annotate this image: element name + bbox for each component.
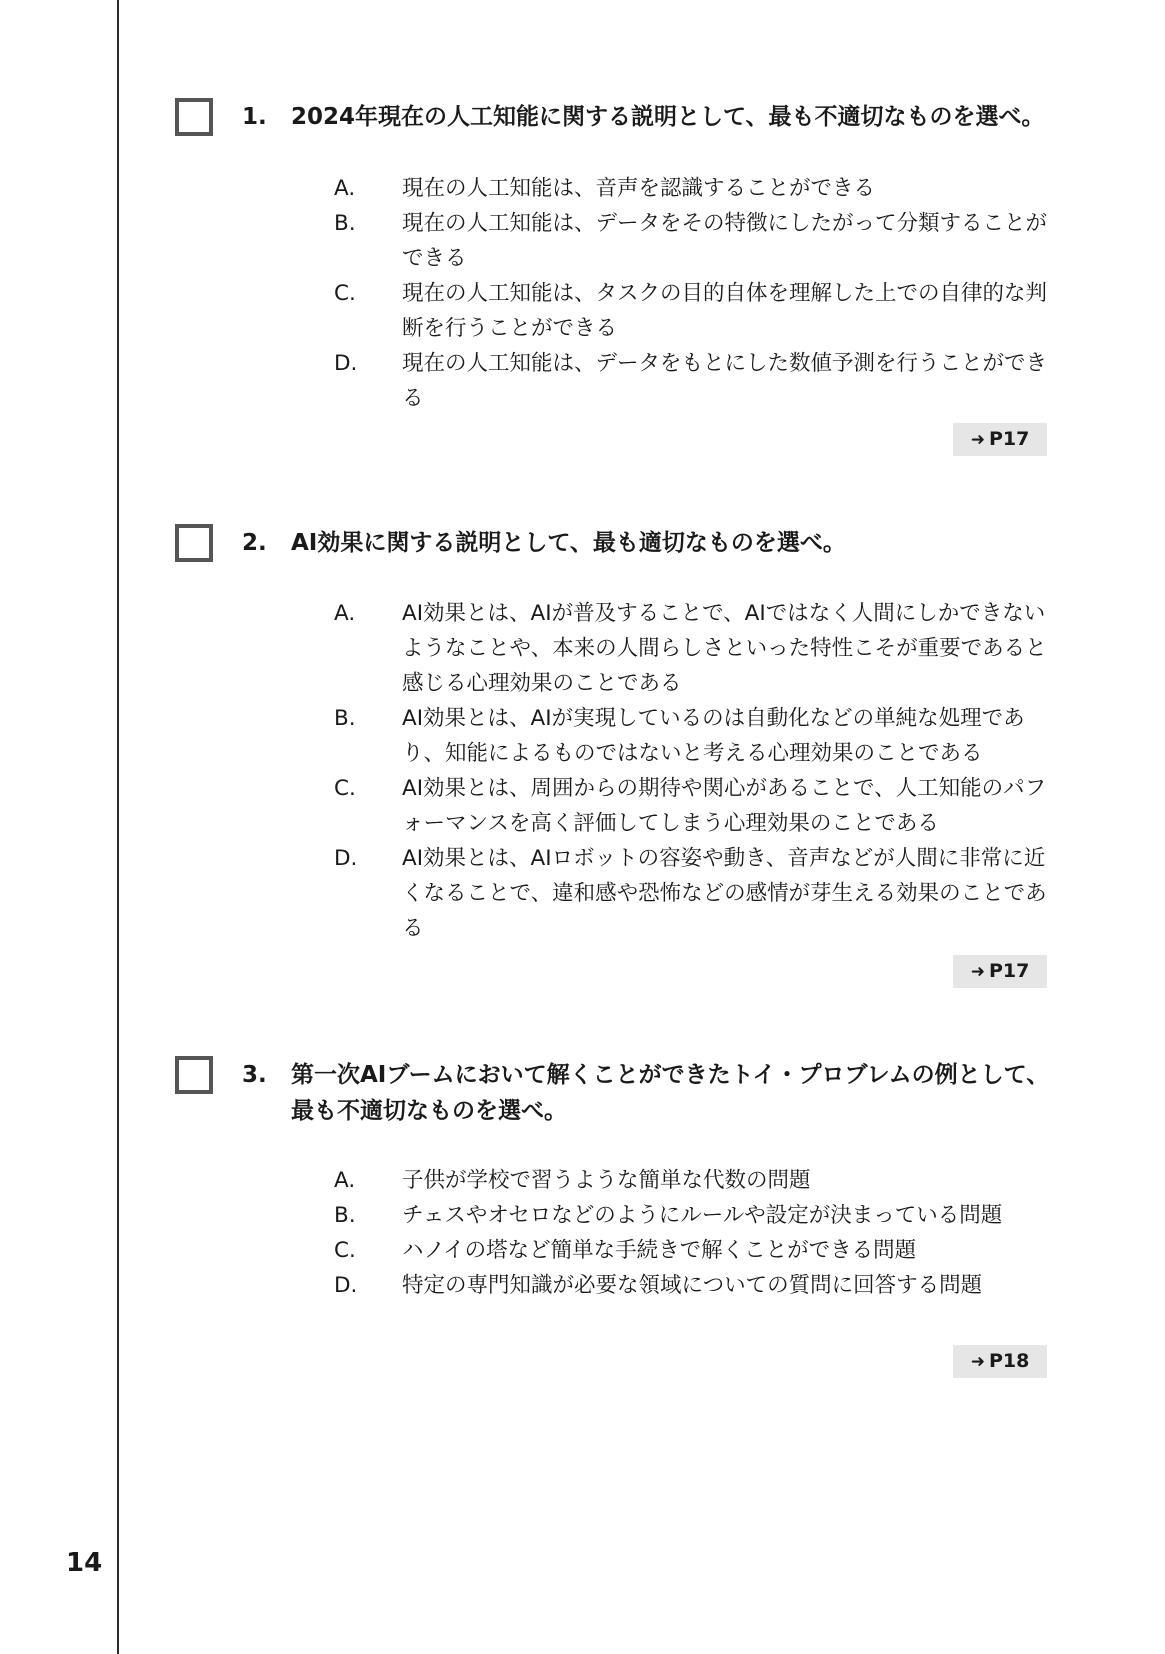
arrow-right-icon: ➜ <box>970 962 985 982</box>
option-text: AI効果とは、AIロボットの容姿や動き、音声などが人間に非常に近くなることで、違和感や恐怖などの感情が芽生える効果のことである <box>402 846 1047 941</box>
option-b <box>334 1198 1054 1233</box>
page-reference[interactable] <box>953 423 1047 456</box>
question-number: 2. <box>242 530 267 556</box>
option-text: 現在の人工知能は、データをもとにした数値予測を行うことができる <box>402 351 1048 411</box>
option-list <box>334 171 1054 416</box>
page-reference[interactable] <box>953 1345 1047 1378</box>
page-reference-label: P17 <box>988 428 1030 450</box>
option-letter: B. <box>334 1203 356 1228</box>
option-d <box>334 346 1054 416</box>
option-letter: D. <box>334 846 358 871</box>
option-letter: C. <box>334 1238 356 1263</box>
option-c <box>334 1233 1054 1268</box>
page-reference[interactable] <box>953 955 1047 988</box>
margin-rule <box>117 0 119 1654</box>
option-text: AI効果とは、周囲からの期待や関心があることで、人工知能のパフォーマンスを高く評価してしまう心理効果のことである <box>402 776 1047 836</box>
question-text: AI効果に関する説明として、最も適切なものを選べ。 <box>291 530 846 556</box>
option-list <box>334 596 1054 946</box>
question-number: 3. <box>242 1062 267 1088</box>
option-a <box>334 596 1054 701</box>
option-text: 現在の人工知能は、タスクの目的自体を理解した上での自律的な判断を行うことができる <box>402 281 1048 341</box>
page-reference-label: P17 <box>988 960 1030 982</box>
page-reference-label: P18 <box>988 1350 1030 1372</box>
question-text: 2024年現在の人工知能に関する説明として、最も不適切なものを選べ。 <box>291 104 1045 130</box>
option-letter: A. <box>334 176 356 201</box>
option-a <box>334 1163 1054 1198</box>
option-list <box>334 1163 1054 1303</box>
page-number: 14 <box>66 1548 103 1578</box>
option-c <box>334 276 1054 346</box>
option-b <box>334 206 1054 276</box>
option-letter: B. <box>334 211 356 236</box>
option-letter: C. <box>334 281 356 306</box>
question-checkbox[interactable] <box>175 524 213 562</box>
option-text: 現在の人工知能は、音声を認識することができる <box>402 176 876 201</box>
option-letter: D. <box>334 1273 358 1298</box>
option-text: ハノイの塔など簡単な手続きで解くことができる問題 <box>402 1238 917 1263</box>
option-text: AI効果とは、AIが普及することで、AIではなく人間にしかできないようなことや、本来の人間らしさといった特性こそが重要であると感じる心理効果のことである <box>402 601 1047 696</box>
option-letter: A. <box>334 1168 356 1193</box>
question-text: 第一次AIブームにおいて解くことができたトイ・プロブレムの例として、最も不適切なものを選べ。 <box>291 1062 1050 1124</box>
option-text: 特定の専門知識が必要な領域についての質問に回答する問題 <box>402 1273 983 1298</box>
arrow-right-icon: ➜ <box>970 1352 985 1372</box>
option-letter: D. <box>334 351 358 376</box>
arrow-right-icon: ➜ <box>970 430 985 450</box>
option-d <box>334 841 1054 946</box>
option-letter: A. <box>334 601 356 626</box>
option-a <box>334 171 1054 206</box>
option-text: 子供が学校で習うような簡単な代数の問題 <box>402 1168 811 1193</box>
option-letter: C. <box>334 776 356 801</box>
option-b <box>334 701 1054 771</box>
option-d <box>334 1268 1054 1303</box>
option-text: AI効果とは、AIが実現しているのは自動化などの単純な処理であり、知能によるものではないと考える心理効果のことである <box>402 706 1025 766</box>
option-c <box>334 771 1054 841</box>
question-checkbox[interactable] <box>175 1056 213 1094</box>
question-number: 1. <box>242 104 267 130</box>
option-text: チェスやオセロなどのようにルールや設定が決まっている問題 <box>402 1203 1003 1228</box>
question-checkbox[interactable] <box>175 98 213 136</box>
option-letter: B. <box>334 706 356 731</box>
option-text: 現在の人工知能は、データをその特徴にしたがって分類することができる <box>402 211 1048 271</box>
